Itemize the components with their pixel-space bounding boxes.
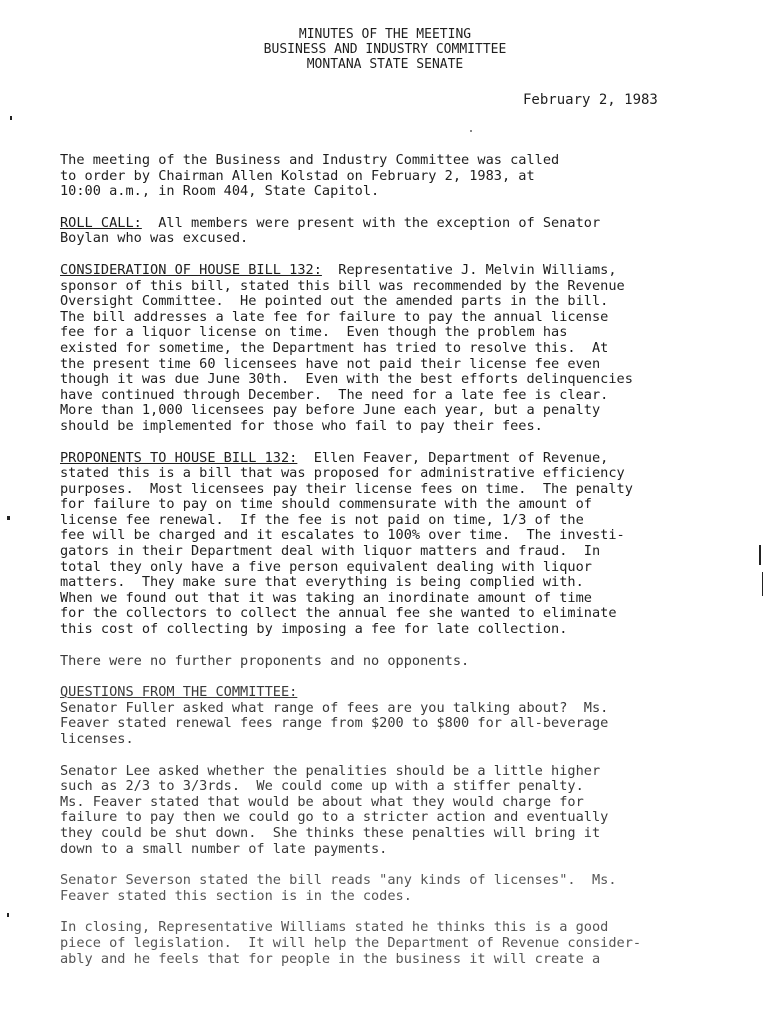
text-line: Representative J. Melvin Williams,: [321, 261, 617, 278]
margin-bar-mark: [759, 545, 761, 565]
document-header: [0, 27, 770, 72]
text-line: for failure to pay on time should commensurate with the amount of: [60, 496, 592, 513]
text-line: Feaver stated renewal fees range from $200 to $800 for all-beverage: [60, 715, 609, 732]
text-line: to order by Chairman Allen Kolstad on February 2, 1983, at: [60, 167, 535, 184]
scan-speck: [470, 130, 472, 132]
consideration-paragraph: [60, 263, 740, 435]
text-line: the present time 60 licensees have not paid their license fee even: [60, 355, 601, 372]
text-line: total they only have a five person equivalent dealing with liquor: [60, 558, 592, 575]
text-line: licenses.: [60, 731, 134, 747]
section-heading: QUESTIONS FROM THE COMMITTEE:: [60, 684, 298, 701]
text-line: piece of legislation. It will help the Department of Revenue consider-: [60, 934, 642, 951]
proponents-paragraph: [60, 451, 740, 638]
text-line: ably and he feels that for people in the business it will create a: [60, 950, 601, 967]
text-line: for the collectors to collect the annual fee she wanted to eliminate: [60, 605, 617, 622]
text-line: The meeting of the Business and Industry Committee was called: [60, 152, 560, 168]
text-line: purposes. Most licensees pay their license fees on time. The penalty: [60, 480, 633, 497]
scan-speck: [7, 913, 9, 917]
roll-call-paragraph: [60, 216, 740, 247]
text-line: existed for sometime, the Department has tried to resolve this. At: [60, 339, 609, 356]
text-line: fee for a liquor license on time. Even though the problem has: [60, 324, 568, 341]
no-opponents-paragraph: [60, 654, 740, 670]
margin-bar-mark: [762, 572, 763, 596]
text-line: down to a small number of late payments.: [60, 840, 388, 857]
text-line: should be implemented for those who fail to pay their fees.: [60, 417, 543, 434]
header-committee: BUSINESS AND INDUSTRY COMMITTEE: [263, 42, 507, 57]
text-line: have continued through December. The need for a late fee is clear.: [60, 386, 609, 403]
text-line: though it was due June 30th. Even with the best efforts delinquencies: [60, 371, 633, 388]
text-line: Ellen Feaver, Department of Revenue,: [297, 449, 609, 466]
text-line: stated this is a bill that was proposed for administrative efficiency: [60, 465, 625, 482]
questions-paragraph: [60, 685, 740, 747]
scan-speck: [7, 516, 10, 520]
text-line: Senator Severson stated the bill reads "any kinds of licenses". Ms.: [60, 872, 617, 889]
header-title: MINUTES OF THE MEETING: [298, 27, 472, 42]
text-line: sponsor of this bill, stated this bill was recommended by the Revenue: [60, 277, 625, 294]
document-body: [60, 153, 740, 983]
text-line: failure to pay then we could go to a stricter action and eventually: [60, 809, 609, 826]
text-line: There were no further proponents and no opponents.: [60, 652, 470, 669]
text-line: gators in their Department deal with liquor matters and fraud. In: [60, 543, 601, 560]
text-line: 10:00 a.m., in Room 404, State Capitol.: [60, 183, 380, 200]
scan-speck: [10, 116, 12, 120]
call-to-order-paragraph: [60, 153, 740, 200]
text-line: license fee renewal. If the fee is not paid on time, 1/3 of the: [60, 511, 584, 528]
section-heading: ROLL CALL:: [60, 214, 142, 231]
senator-lee-paragraph: [60, 764, 740, 858]
meeting-date: February 2, 1983: [523, 92, 658, 108]
text-line: The bill addresses a late fee for failure to pay the annual license: [60, 308, 609, 325]
text-line: Boylan who was excused.: [60, 230, 249, 247]
senator-severson-paragraph: [60, 873, 740, 904]
text-line: In closing, Representative Williams stated he thinks this is a good: [60, 919, 609, 936]
text-line: fee will be charged and it escalates to 100% over time. The investi-: [60, 527, 625, 544]
section-heading: CONSIDERATION OF HOUSE BILL 132:: [60, 261, 322, 278]
text-line: they could be shut down. She thinks these penalties will bring it: [60, 824, 601, 841]
text-line: Feaver stated this section is in the codes.: [60, 887, 412, 904]
text-line: When we found out that it was taking an inordinate amount of time: [60, 589, 592, 606]
text-line: matters. They make sure that everything is being complied with.: [60, 574, 584, 591]
text-line: Ms. Feaver stated that would be about what they would charge for: [60, 793, 584, 810]
text-line: Oversight Committee. He pointed out the amended parts in the bill.: [60, 293, 609, 310]
header-senate: MONTANA STATE SENATE: [306, 57, 464, 72]
text-line: All members were present with the exception of Senator: [141, 214, 601, 231]
text-line: Senator Lee asked whether the penalities should be a little higher: [60, 762, 601, 779]
text-line: this cost of collecting by imposing a fee for late collection.: [60, 621, 568, 638]
text-line: Senator Fuller asked what range of fees are you talking about? Ms.: [60, 699, 609, 716]
closing-paragraph: [60, 920, 740, 967]
text-line: More than 1,000 licensees pay before June each year, but a penalty: [60, 402, 601, 419]
section-heading: PROPONENTS TO HOUSE BILL 132:: [60, 449, 298, 466]
text-line: such as 2/3 to 3/3rds. We could come up with a stiffer penalty.: [60, 778, 584, 795]
